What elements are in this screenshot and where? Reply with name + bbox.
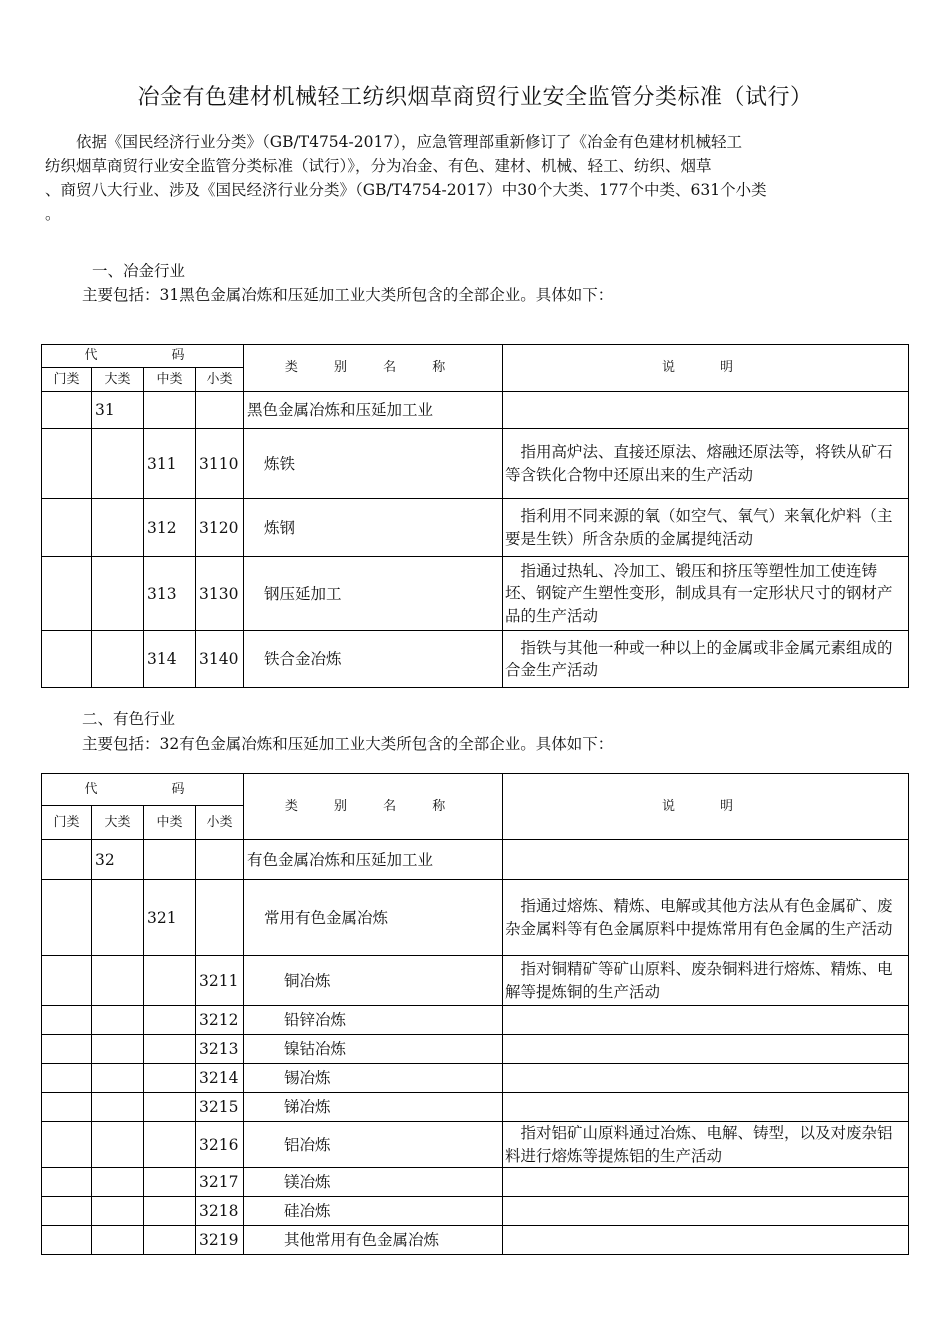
code-men-cell xyxy=(42,1035,92,1064)
header-name: 类 别 名 称 xyxy=(244,345,503,392)
code-da-cell xyxy=(92,880,144,956)
category-name-cell: 炼钢 xyxy=(244,499,503,557)
header-name: 类 别 名 称 xyxy=(244,774,503,840)
code-zhong-cell xyxy=(144,1064,196,1093)
table-row xyxy=(42,1122,909,1168)
table-row xyxy=(42,1093,909,1122)
description-cell: 指用高炉法、直接还原法、熔融还原法等，将铁从矿石等含铁化合物中还原出来的生产活动 xyxy=(503,429,909,499)
code-xiao-cell: 3218 xyxy=(196,1197,244,1226)
code-xiao-cell: 3140 xyxy=(196,631,244,688)
code-zhong-cell xyxy=(144,1122,196,1168)
intro-line: 。 xyxy=(45,205,61,223)
header-desc: 说 明 xyxy=(503,774,909,840)
code-xiao-cell: 3110 xyxy=(196,429,244,499)
code-zhong-cell xyxy=(144,392,196,429)
table-row xyxy=(42,499,909,557)
category-name-cell: 常用有色金属冶炼 xyxy=(244,880,503,956)
category-name-cell: 有色金属冶炼和压延加工业 xyxy=(244,840,503,880)
code-zhong-cell: 321 xyxy=(144,880,196,956)
code-da-cell xyxy=(92,1122,144,1168)
code-zhong-cell xyxy=(144,1093,196,1122)
code-men-cell xyxy=(42,1197,92,1226)
header-da: 大类 xyxy=(92,806,144,840)
table-row xyxy=(42,956,909,1006)
code-xiao-cell: 3212 xyxy=(196,1006,244,1035)
code-xiao-cell: 3120 xyxy=(196,499,244,557)
code-da-cell: 31 xyxy=(92,392,144,429)
category-name-cell: 铝冶炼 xyxy=(244,1122,503,1168)
code-xiao-cell xyxy=(196,840,244,880)
description-cell: 指对铝矿山原料通过冶炼、电解、铸型，以及对废杂铝料进行熔炼等提炼铝的生产活动 xyxy=(503,1122,909,1168)
code-zhong-cell: 311 xyxy=(144,429,196,499)
header-men: 门类 xyxy=(42,368,92,392)
description-cell: 指利用不同来源的氧（如空气、氧气）来氧化炉料（主要是生铁）所含杂质的金属提纯活动 xyxy=(503,499,909,557)
code-men-cell xyxy=(42,499,92,557)
code-da-cell: 32 xyxy=(92,840,144,880)
document-title: 冶金有色建材机械轻工纺织烟草商贸行业安全监管分类标准（试行） xyxy=(137,85,813,110)
code-da-cell xyxy=(92,1197,144,1226)
code-da-cell xyxy=(92,499,144,557)
code-men-cell xyxy=(42,1168,92,1197)
code-da-cell xyxy=(92,1064,144,1093)
table-row xyxy=(42,880,909,956)
code-xiao-cell: 3213 xyxy=(196,1035,244,1064)
code-zhong-cell xyxy=(144,1168,196,1197)
table-nonferrous xyxy=(41,773,909,1255)
header-men: 门类 xyxy=(42,806,92,840)
category-name-cell: 锡冶炼 xyxy=(244,1064,503,1093)
code-xiao-cell: 3211 xyxy=(196,956,244,1006)
code-zhong-cell xyxy=(144,1197,196,1226)
description-cell: 指通过熔炼、精炼、电解或其他方法从有色金属矿、废杂金属料等有色金属原料中提炼常用有色金属的生产活动 xyxy=(503,880,909,956)
table-row xyxy=(42,392,909,429)
code-xiao-cell: 3215 xyxy=(196,1093,244,1122)
description-cell xyxy=(503,840,909,880)
category-name-cell: 硅冶炼 xyxy=(244,1197,503,1226)
code-men-cell xyxy=(42,880,92,956)
code-men-cell xyxy=(42,392,92,429)
code-da-cell xyxy=(92,429,144,499)
code-xiao-cell xyxy=(196,392,244,429)
code-xiao-cell: 3216 xyxy=(196,1122,244,1168)
code-da-cell xyxy=(92,1226,144,1255)
header-code: 代 码 xyxy=(42,774,244,806)
code-zhong-cell: 313 xyxy=(144,557,196,631)
header-xiao: 小类 xyxy=(196,368,244,392)
code-xiao-cell xyxy=(196,880,244,956)
code-zhong-cell xyxy=(144,1006,196,1035)
description-cell xyxy=(503,1064,909,1093)
description-cell xyxy=(503,1168,909,1197)
description-cell xyxy=(503,392,909,429)
code-zhong-cell: 312 xyxy=(144,499,196,557)
code-xiao-cell: 3214 xyxy=(196,1064,244,1093)
category-name-cell: 锑冶炼 xyxy=(244,1093,503,1122)
description-cell xyxy=(503,1035,909,1064)
category-name-cell: 铁合金冶炼 xyxy=(244,631,503,688)
code-zhong-cell xyxy=(144,1035,196,1064)
table-row xyxy=(42,1064,909,1093)
code-men-cell xyxy=(42,557,92,631)
code-xiao-cell: 3219 xyxy=(196,1226,244,1255)
code-men-cell xyxy=(42,1226,92,1255)
category-name-cell: 炼铁 xyxy=(244,429,503,499)
category-name-cell: 钢压延加工 xyxy=(244,557,503,631)
section1-heading: 一、冶金行业 xyxy=(92,262,186,280)
table-row xyxy=(42,1197,909,1226)
description-cell xyxy=(503,1197,909,1226)
header-zhong: 中类 xyxy=(144,368,196,392)
table-row xyxy=(42,429,909,499)
section2-heading: 二、有色行业 xyxy=(82,710,176,728)
category-name-cell: 铜冶炼 xyxy=(244,956,503,1006)
description-cell: 指对铜精矿等矿山原料、废杂铜料进行熔炼、精炼、电解等提炼铜的生产活动 xyxy=(503,956,909,1006)
category-name-cell: 其他常用有色金属冶炼 xyxy=(244,1226,503,1255)
intro-line: 、商贸八大行业、涉及《国民经济行业分类》（GB/T4754-2017）中30个大类、177个中类、631个小类 xyxy=(45,181,767,199)
description-cell xyxy=(503,1006,909,1035)
code-da-cell xyxy=(92,631,144,688)
code-men-cell xyxy=(42,840,92,880)
code-xiao-cell: 3217 xyxy=(196,1168,244,1197)
category-name-cell: 铅锌冶炼 xyxy=(244,1006,503,1035)
code-men-cell xyxy=(42,956,92,1006)
intro-line: 依据《国民经济行业分类》（GB/T4754-2017），应急管理部重新修订了《冶金有色建材机械轻工 xyxy=(45,133,742,151)
code-men-cell xyxy=(42,631,92,688)
table-metallurgy xyxy=(41,344,909,688)
table-row xyxy=(42,1168,909,1197)
code-men-cell xyxy=(42,429,92,499)
description-cell xyxy=(503,1226,909,1255)
code-da-cell xyxy=(92,956,144,1006)
section2-summary: 主要包括：32有色金属冶炼和压延加工业大类所包含的全部企业。具体如下： xyxy=(82,735,614,753)
intro-line: 纺织烟草商贸行业安全监管分类标准（试行）》，分为冶金、有色、建材、机械、轻工、纺织、烟草 xyxy=(45,157,712,175)
code-men-cell xyxy=(42,1064,92,1093)
intro-paragraph xyxy=(45,130,905,226)
code-men-cell xyxy=(42,1006,92,1035)
code-xiao-cell: 3130 xyxy=(196,557,244,631)
description-cell: 指通过热轧、冷加工、锻压和挤压等塑性加工使连铸坯、钢锭产生塑性变形，制成具有一定形状尺寸的钢材产品的生产活动 xyxy=(503,557,909,631)
category-name-cell: 镁冶炼 xyxy=(244,1168,503,1197)
table-row xyxy=(42,631,909,688)
table-row xyxy=(42,1226,909,1255)
code-da-cell xyxy=(92,1035,144,1064)
code-zhong-cell xyxy=(144,956,196,1006)
code-da-cell xyxy=(92,557,144,631)
description-cell: 指铁与其他一种或一种以上的金属或非金属元素组成的合金生产活动 xyxy=(503,631,909,688)
header-da: 大类 xyxy=(92,368,144,392)
code-men-cell xyxy=(42,1122,92,1168)
code-zhong-cell: 314 xyxy=(144,631,196,688)
table-row xyxy=(42,557,909,631)
header-code: 代 码 xyxy=(42,345,244,368)
header-xiao: 小类 xyxy=(196,806,244,840)
code-men-cell xyxy=(42,1093,92,1122)
table-row xyxy=(42,1035,909,1064)
code-da-cell xyxy=(92,1006,144,1035)
code-da-cell xyxy=(92,1168,144,1197)
section1-summary: 主要包括：31黑色金属冶炼和压延加工业大类所包含的全部企业。具体如下： xyxy=(82,286,614,304)
code-da-cell xyxy=(92,1093,144,1122)
table-row xyxy=(42,840,909,880)
header-desc: 说 明 xyxy=(503,345,909,392)
code-zhong-cell xyxy=(144,1226,196,1255)
category-name-cell: 黑色金属冶炼和压延加工业 xyxy=(244,392,503,429)
description-cell xyxy=(503,1093,909,1122)
table-row xyxy=(42,1006,909,1035)
code-zhong-cell xyxy=(144,840,196,880)
header-zhong: 中类 xyxy=(144,806,196,840)
category-name-cell: 镍钴冶炼 xyxy=(244,1035,503,1064)
